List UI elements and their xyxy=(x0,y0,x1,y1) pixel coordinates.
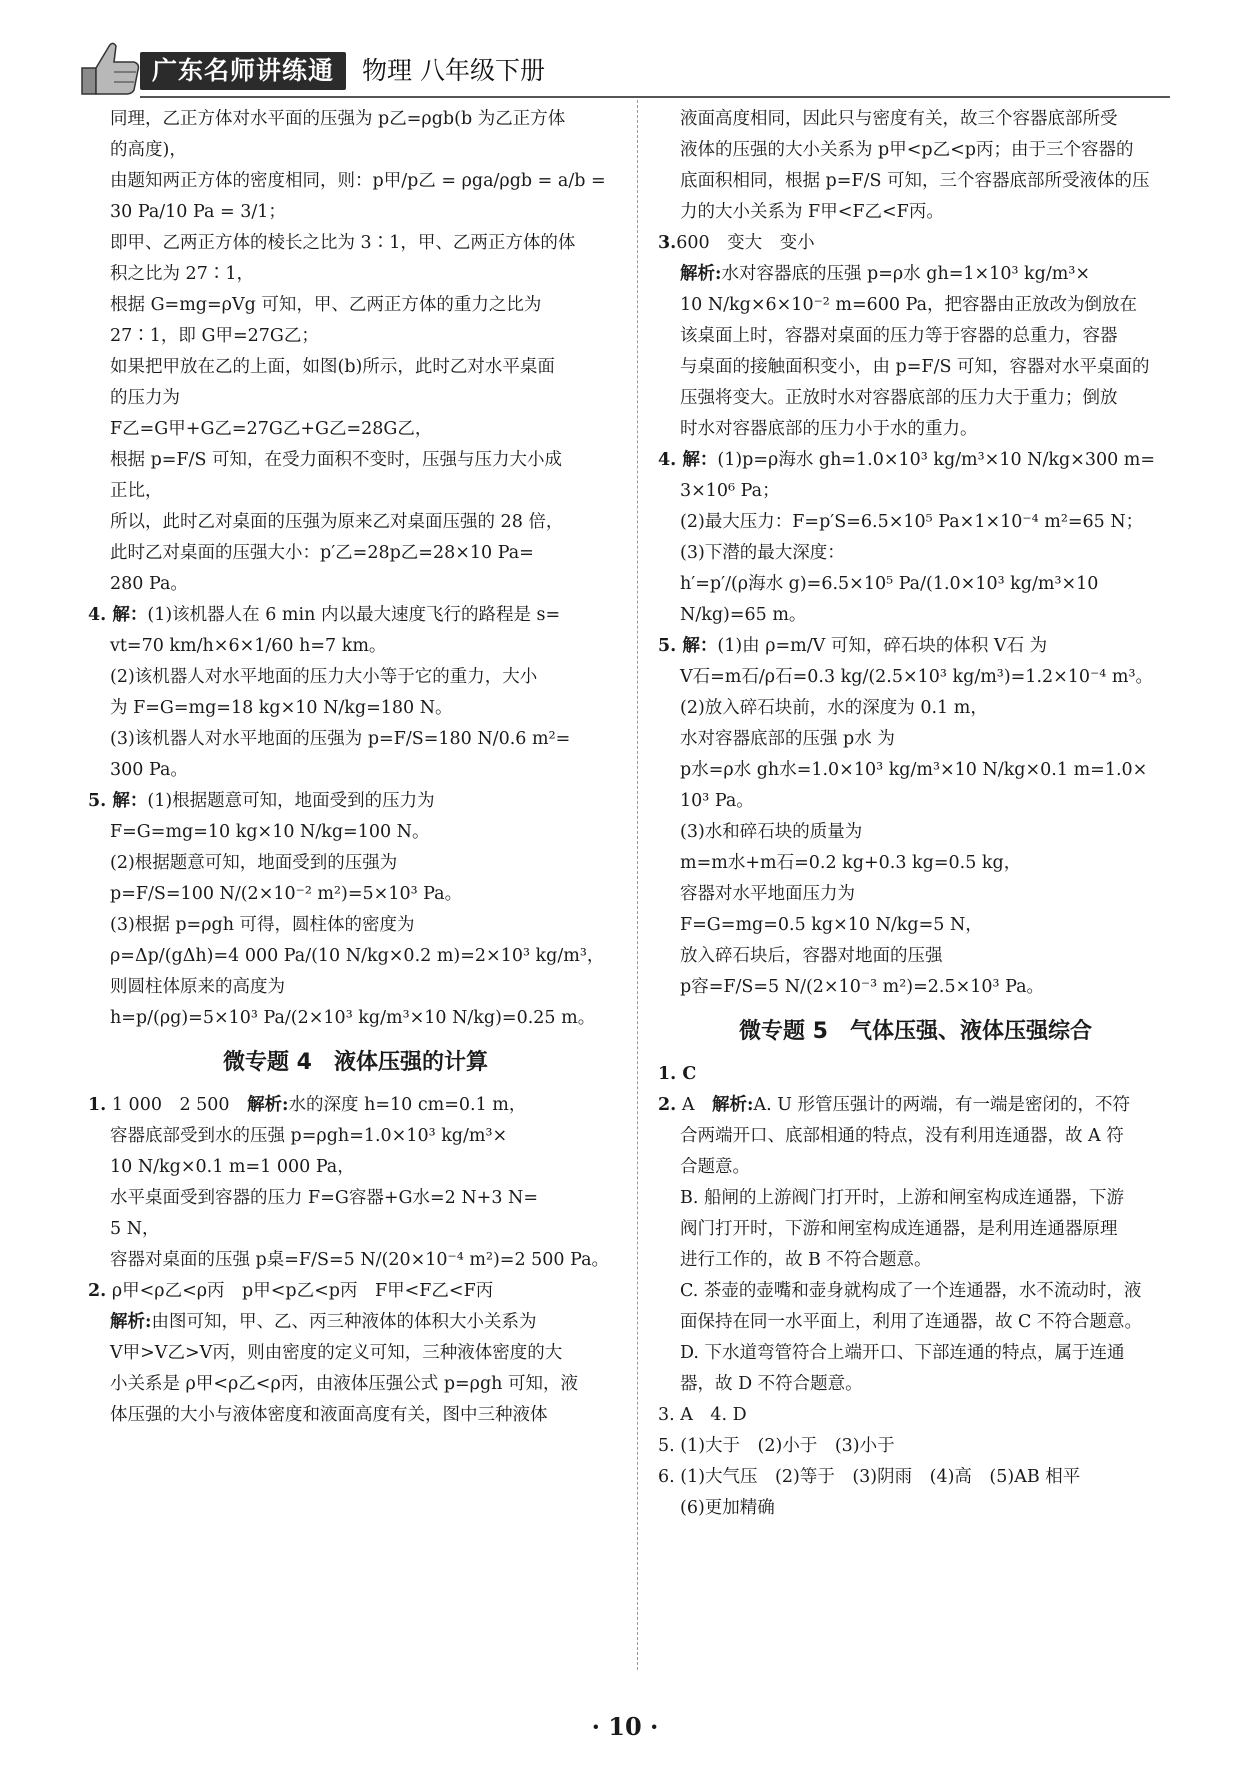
question-label: 4. 解： xyxy=(88,605,148,625)
text-line: C. 茶壶的壶嘴和壶身就构成了一个连通器，水不流动时，液 xyxy=(680,1281,1142,1301)
question-5-line xyxy=(658,631,1173,662)
text-line: D. 下水道弯管符合上端开口、下部连通的特点，属于连通 xyxy=(680,1343,1125,1363)
analysis-label: 解析: xyxy=(110,1312,152,1332)
question-label: 1. xyxy=(88,1095,107,1115)
text-line: 由题知两正方体的密度相同，则：p甲/p乙 = ρga/ρgb = a/b = xyxy=(110,171,606,191)
answer: 1 000 2 500 xyxy=(111,1095,230,1115)
answer-line: (6)更加精确 xyxy=(680,1498,775,1518)
text-line: V甲>V乙>V丙，则由密度的定义可知，三种液体密度的大 xyxy=(110,1343,563,1363)
series-brand: 广东名师讲练通 xyxy=(140,52,346,90)
text-line: 放入碎石块后，容器对地面的压强 xyxy=(680,946,943,966)
book-title: 物理 八年级下册 xyxy=(362,56,545,85)
s4-question-2-line xyxy=(88,1276,623,1307)
text-line: (1)根据题意可知，地面受到的压力为 xyxy=(147,791,435,811)
text-line: 根据 p=F/S 可知，在受力面积不变时，压强与压力大小成 xyxy=(110,450,563,470)
text-line: h′=p′/(ρ海水 g)=6.5×10⁵ Pa/(1.0×10³ kg/m³×10 N/kg)=65 m。 xyxy=(680,574,1099,625)
right-column xyxy=(658,104,1173,1524)
question-5-line xyxy=(88,786,623,817)
section-title: 微专题 4 液体压强的计算 xyxy=(223,1050,488,1075)
text-line: 280 Pa。 xyxy=(110,574,188,594)
text-line: (2)根据题意可知，地面受到的压强为 xyxy=(110,853,398,873)
text-line: 10³ Pa。 xyxy=(680,791,754,811)
text-line: 5 N， xyxy=(110,1219,160,1239)
answer-line: 6. (1)大气压 (2)等于 (3)阴雨 (4)高 (5)AB 相平 xyxy=(658,1467,1081,1487)
text-line: (3)下潜的最大深度： xyxy=(680,543,845,563)
text-line: 体压强的大小与液体密度和液面高度有关，图中三种液体 xyxy=(110,1405,548,1425)
answer: ρ甲<ρ乙<ρ丙 p甲<p乙<p丙 F甲<F乙<F丙 xyxy=(111,1281,494,1301)
header-rule xyxy=(140,96,1170,98)
question-label: 5. 解： xyxy=(88,791,148,811)
text-line: (2)最大压力：F=p′S=6.5×10⁵ Pa×1×10⁻⁴ m²=65 N； xyxy=(680,512,1144,532)
analysis-line xyxy=(88,1307,623,1338)
text-line: 为 F=G=mg=18 kg×10 N/kg=180 N。 xyxy=(110,698,453,718)
analysis-label: 解析: xyxy=(680,264,722,284)
left-column xyxy=(88,104,623,1431)
answer: 600 变大 变小 xyxy=(676,233,815,253)
text-line: vt=70 km/h×6×1/60 h=7 km。 xyxy=(110,636,387,656)
question-4-line xyxy=(658,445,1173,476)
text-line: 该桌面上时，容器对桌面的压力等于容器的总重力，容器 xyxy=(680,326,1118,346)
text-line: F=G=mg=0.5 kg×10 N/kg=5 N， xyxy=(680,915,983,935)
text-line: 则圆柱体原来的高度为 xyxy=(110,977,285,997)
question-3-line xyxy=(658,228,1173,259)
text-line: m=m水+m石=0.2 kg+0.3 kg=0.5 kg， xyxy=(680,853,1022,873)
text-line: 10 N/kg×0.1 m=1 000 Pa， xyxy=(110,1157,355,1177)
text-line: (2)该机器人对水平地面的压力大小等于它的重力，大小 xyxy=(110,667,538,687)
analysis-line xyxy=(658,259,1173,290)
text-line: 由图可知，甲、乙、丙三种液体的体积大小关系为 xyxy=(151,1312,537,1332)
question-label: 2. xyxy=(88,1281,107,1301)
analysis-label: 解析: xyxy=(712,1095,754,1115)
text-line: (3)水和碎石块的质量为 xyxy=(680,822,863,842)
text-line: p=F/S=100 N/(2×10⁻² m²)=5×10³ Pa。 xyxy=(110,884,463,904)
text-line: 300 Pa。 xyxy=(110,760,188,780)
text-line: 容器对桌面的压强 p桌=F/S=5 N/(20×10⁻⁴ m²)=2 500 Pa。 xyxy=(110,1250,610,1270)
text-line: 同理，乙正方体对水平面的压强为 p乙=ρgb(b 为乙正方体 xyxy=(110,109,566,129)
text-line: 30 Pa/10 Pa = 3/1； xyxy=(110,202,286,222)
text-line: 正比， xyxy=(110,481,163,501)
text-line: 积之比为 27∶1， xyxy=(110,264,254,284)
question-label: 5. 解： xyxy=(658,636,718,656)
text-line: F乙=G甲+G乙=27G乙+G乙=28G乙， xyxy=(110,419,433,439)
text-line: 合题意。 xyxy=(680,1157,750,1177)
text-line: 根据 G=mg=ρVg 可知，甲、乙两正方体的重力之比为 xyxy=(110,295,542,315)
text-line: 小关系是 ρ甲<ρ乙<ρ丙，由液体压强公式 p=ρgh 可知，液 xyxy=(110,1374,579,1394)
analysis-label: 解析: xyxy=(247,1095,289,1115)
answer-line: 3. A 4. D xyxy=(658,1405,747,1425)
text-line: 此时乙对桌面的压强大小：p′乙=28p乙=28×10 Pa= xyxy=(110,543,534,563)
page-header xyxy=(70,42,1170,98)
text-line: (1)由 ρ=m/V 可知，碎石块的体积 V石 为 xyxy=(717,636,1048,656)
text-line: p水=ρ水 gh水=1.0×10³ kg/m³×10 N/kg×0.1 m=1.0× xyxy=(680,760,1148,780)
question-label: 3. xyxy=(658,233,677,253)
text-line: 即甲、乙两正方体的棱长之比为 3∶1，甲、乙两正方体的体 xyxy=(110,233,576,253)
answer-line: 1. C xyxy=(658,1064,697,1084)
question-4-line xyxy=(88,600,623,631)
text-line: 进行工作的，故 B 不符合题意。 xyxy=(680,1250,932,1270)
text-line: 10 N/kg×6×10⁻² m=600 Pa，把容器由正放改为倒放在 xyxy=(680,295,1138,315)
text-line: 阀门打开时，下游和闸室构成连通器，是利用连通器原理 xyxy=(680,1219,1118,1239)
text-line: 器，故 D 不符合题意。 xyxy=(680,1374,863,1394)
s4-question-1-line xyxy=(88,1090,623,1121)
text-line: B. 船闸的上游阀门打开时，上游和闸室构成连通器，下游 xyxy=(680,1188,1124,1208)
column-divider xyxy=(637,100,638,1670)
text-line: (1)p=ρ海水 gh=1.0×10³ kg/m³×10 N/kg×300 m= xyxy=(717,450,1156,470)
text-line: 的高度)， xyxy=(110,140,187,160)
text-line: (1)该机器人在 6 min 内以最大速度飞行的路程是 s= xyxy=(147,605,561,625)
question-label: 4. 解： xyxy=(658,450,718,470)
text-line: F=G=mg=10 kg×10 N/kg=100 N。 xyxy=(110,822,430,842)
text-line: 液面高度相同，因此只与密度有关，故三个容器底部所受 xyxy=(680,109,1118,129)
text-line: 容器底部受到水的压强 p=ρgh=1.0×10³ kg/m³× xyxy=(110,1126,508,1146)
answer: A xyxy=(681,1095,695,1115)
text-line: 合两端开口、底部相通的特点，没有利用连通器，故 A 符 xyxy=(680,1126,1124,1146)
text-line: (2)放入碎石块前，水的深度为 0.1 m， xyxy=(680,698,988,718)
thumbs-up-icon xyxy=(74,38,142,96)
text-line: 水平桌面受到容器的压力 F=G容器+G水=2 N+3 N= xyxy=(110,1188,538,1208)
text-line: 水对容器底的压强 p=ρ水 gh=1×10³ kg/m³× xyxy=(721,264,1091,284)
text-line: 时水对容器底部的压力小于水的重力。 xyxy=(680,419,978,439)
text-line: 27∶1，即 G甲=27G乙； xyxy=(110,326,319,346)
text-line: 面保持在同一水平面上，利用了连通器，故 C 不符合题意。 xyxy=(680,1312,1143,1332)
text-line: 容器对水平地面压力为 xyxy=(680,884,855,904)
text-line: 底面积相同，根据 p=F/S 可知，三个容器底部所受液体的压 xyxy=(680,171,1150,191)
text-line: V石=m石/ρ石=0.3 kg/(2.5×10³ kg/m³)=1.2×10⁻⁴ m³。 xyxy=(680,667,1153,687)
text-line: p容=F/S=5 N/(2×10⁻³ m²)=2.5×10³ Pa。 xyxy=(680,977,1045,997)
text-line: h=p/(ρg)=5×10³ Pa/(2×10³ kg/m³×10 N/kg)=0.25 m。 xyxy=(110,1008,596,1028)
text-line: 3×10⁶ Pa； xyxy=(680,481,780,501)
text-line: A. U 形管压强计的两端，有一端是密闭的，不符 xyxy=(753,1095,1131,1115)
question-label: 2. xyxy=(658,1095,677,1115)
text-line: (3)根据 p=ρgh 可得，圆柱体的密度为 xyxy=(110,915,415,935)
answer-line: 5. (1)大于 (2)小于 (3)小于 xyxy=(658,1436,895,1456)
s5-question-2-line xyxy=(658,1090,1173,1121)
text-line: 力的大小关系为 F甲<F乙<F丙。 xyxy=(680,202,944,222)
text-line: 压强将变大。正放时水对容器底部的压力大于重力；倒放 xyxy=(680,388,1118,408)
page-number: · 10 · xyxy=(591,1712,659,1741)
text-line: 液体的压强的大小关系为 p甲<p乙<p丙；由于三个容器的 xyxy=(680,140,1134,160)
section-title: 微专题 5 气体压强、液体压强综合 xyxy=(739,1019,1092,1044)
text-line: 与桌面的接触面积变小，由 p=F/S 可知，容器对水平桌面的 xyxy=(680,357,1150,377)
text-line: 的压力为 xyxy=(110,388,180,408)
text-line: (3)该机器人对水平地面的压强为 p=F/S=180 N/0.6 m²= xyxy=(110,729,571,749)
text-line: 水对容器底部的压强 p水 为 xyxy=(680,729,895,749)
text-line: 所以，此时乙对桌面的压强为原来乙对桌面压强的 28 倍， xyxy=(110,512,564,532)
text-line: 如果把甲放在乙的上面，如图(b)所示，此时乙对水平桌面 xyxy=(110,357,555,377)
text-line: ρ=Δp/(gΔh)=4 000 Pa/(10 N/kg×0.2 m)=2×10³ kg/m³， xyxy=(110,946,605,966)
text-line: 水的深度 h=10 cm=0.1 m， xyxy=(288,1095,527,1115)
